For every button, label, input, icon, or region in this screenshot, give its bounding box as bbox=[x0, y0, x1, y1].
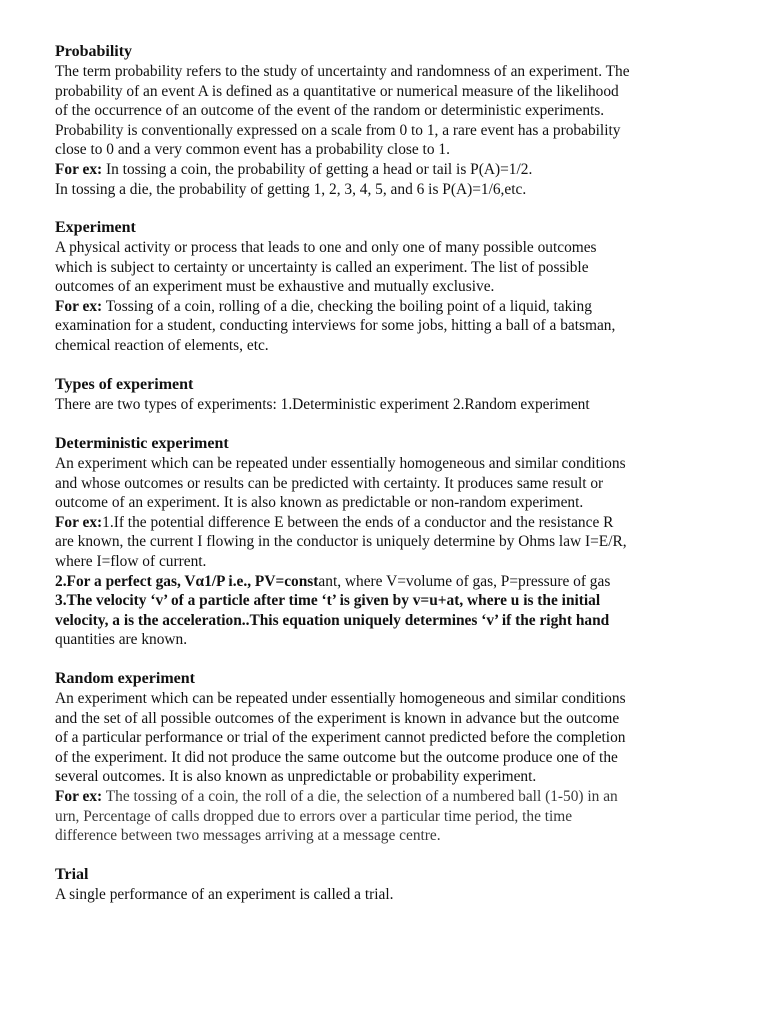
example-line bbox=[55, 787, 745, 807]
paragraph-line: of the experiment. It did not produce the same outcome but the outcome produce one of the bbox=[55, 748, 618, 766]
section-trial bbox=[55, 865, 745, 905]
paragraph-line: and whose outcomes or results can be predicted with certainty. It produces same result or bbox=[55, 474, 604, 492]
example-line: quantities are known. bbox=[55, 631, 188, 649]
section-experiment bbox=[55, 218, 745, 356]
heading-probability: Probability bbox=[55, 43, 133, 60]
example-line: chemical reaction of elements, etc. bbox=[55, 336, 269, 354]
example-item-text: ant, where V=volume of gas, P=pressure of gas bbox=[318, 572, 611, 590]
paragraph-line: several outcomes. It is also known as unpredictable or probability experiment. bbox=[55, 768, 537, 786]
paragraph-line: which is subject to certainty or uncertainty is called an experiment. The list of possible bbox=[55, 258, 589, 276]
paragraph-line: probability of an event A is defined as a quantitative or numerical measure of the likelihood bbox=[55, 82, 619, 100]
example-line: are known, the current I flowing in the conductor is uniquely determine by Ohms law I=E/R, bbox=[55, 533, 627, 551]
heading-random-experiment: Random experiment bbox=[55, 670, 195, 687]
paragraph-line: An experiment which can be repeated under essentially homogeneous and similar conditions bbox=[55, 690, 626, 707]
heading-types-of-experiment: Types of experiment bbox=[55, 376, 194, 393]
example-line bbox=[55, 297, 745, 317]
paragraph-line: A single performance of an experiment is called a trial. bbox=[55, 886, 394, 903]
example-line bbox=[55, 513, 745, 533]
paragraph-line: The term probability refers to the study of uncertainty and randomness of an experiment. The bbox=[55, 63, 630, 80]
paragraph-line: of a particular performance or trial of the experiment cannot predicted before the completion bbox=[55, 729, 626, 747]
paragraph-line: of the occurrence of an outcome of the event of the random or deterministic experiments. bbox=[55, 102, 605, 120]
paragraph-line: and the set of all possible outcomes of the experiment is known in advance but the outcome bbox=[55, 709, 620, 727]
paragraph-line: An experiment which can be repeated under essentially homogeneous and similar conditions bbox=[55, 455, 626, 472]
paragraph-line: close to 0 and a very common event has a probability close to 1. bbox=[55, 141, 450, 159]
example-line: difference between two messages arriving at a message centre. bbox=[55, 827, 441, 845]
paragraph-line: A physical activity or process that leads to one and only one of many possible outcomes bbox=[55, 239, 597, 256]
example-line bbox=[55, 160, 745, 180]
heading-deterministic-experiment: Deterministic experiment bbox=[55, 435, 229, 452]
example-line: urn, Percentage of calls dropped due to errors over a particular time period, the time bbox=[55, 807, 573, 825]
example-line: velocity, a is the acceleration..This equation uniquely determines ‘v’ if the right hand bbox=[55, 611, 610, 629]
example-line: 3.The velocity ‘v’ of a particle after time ‘t’ is given by v=u+at, where u is the initial bbox=[55, 592, 601, 610]
example-text: In tossing a coin, the probability of getting a head or tail is P(A)=1/2. bbox=[102, 160, 533, 178]
section-deterministic bbox=[55, 434, 745, 650]
paragraph-line: outcome of an experiment. It is also known as predictable or non-random experiment. bbox=[55, 494, 584, 512]
example-item-bold: 2.For a perfect gas, Vα1/P i.e., PV=const bbox=[55, 572, 319, 590]
example-text: 1.If the potential difference E between the ends of a conductor and the resistance R bbox=[102, 513, 614, 531]
example-label: For ex: bbox=[55, 160, 103, 178]
paragraph-line: Probability is conventionally expressed on a scale from 0 to 1, a rare event has a probability bbox=[55, 121, 621, 139]
heading-trial: Trial bbox=[55, 866, 89, 883]
example-label: For ex: bbox=[55, 297, 103, 315]
example-text: Tossing of a coin, rolling of a die, checking the boiling point of a liquid, taking bbox=[102, 297, 592, 315]
heading-experiment: Experiment bbox=[55, 219, 136, 236]
example-text: The tossing of a coin, the roll of a die, the selection of a numbered ball (1-50) in an bbox=[102, 787, 618, 805]
example-label: For ex: bbox=[55, 513, 103, 531]
example-line: examination for a student, conducting interviews for some jobs, hitting a ball of a batsman, bbox=[55, 317, 616, 335]
example-line: In tossing a die, the probability of getting 1, 2, 3, 4, 5, and 6 is P(A)=1/6,etc. bbox=[55, 180, 527, 198]
example-label: For ex: bbox=[55, 787, 103, 805]
section-probability bbox=[55, 42, 745, 199]
section-types bbox=[55, 375, 745, 415]
paragraph-line: outcomes of an experiment must be exhaustive and mutually exclusive. bbox=[55, 278, 495, 296]
example-line: where I=flow of current. bbox=[55, 552, 207, 570]
section-random bbox=[55, 669, 745, 846]
paragraph-line: There are two types of experiments: 1.Deterministic experiment 2.Random experiment bbox=[55, 396, 590, 413]
example-line bbox=[55, 572, 745, 592]
